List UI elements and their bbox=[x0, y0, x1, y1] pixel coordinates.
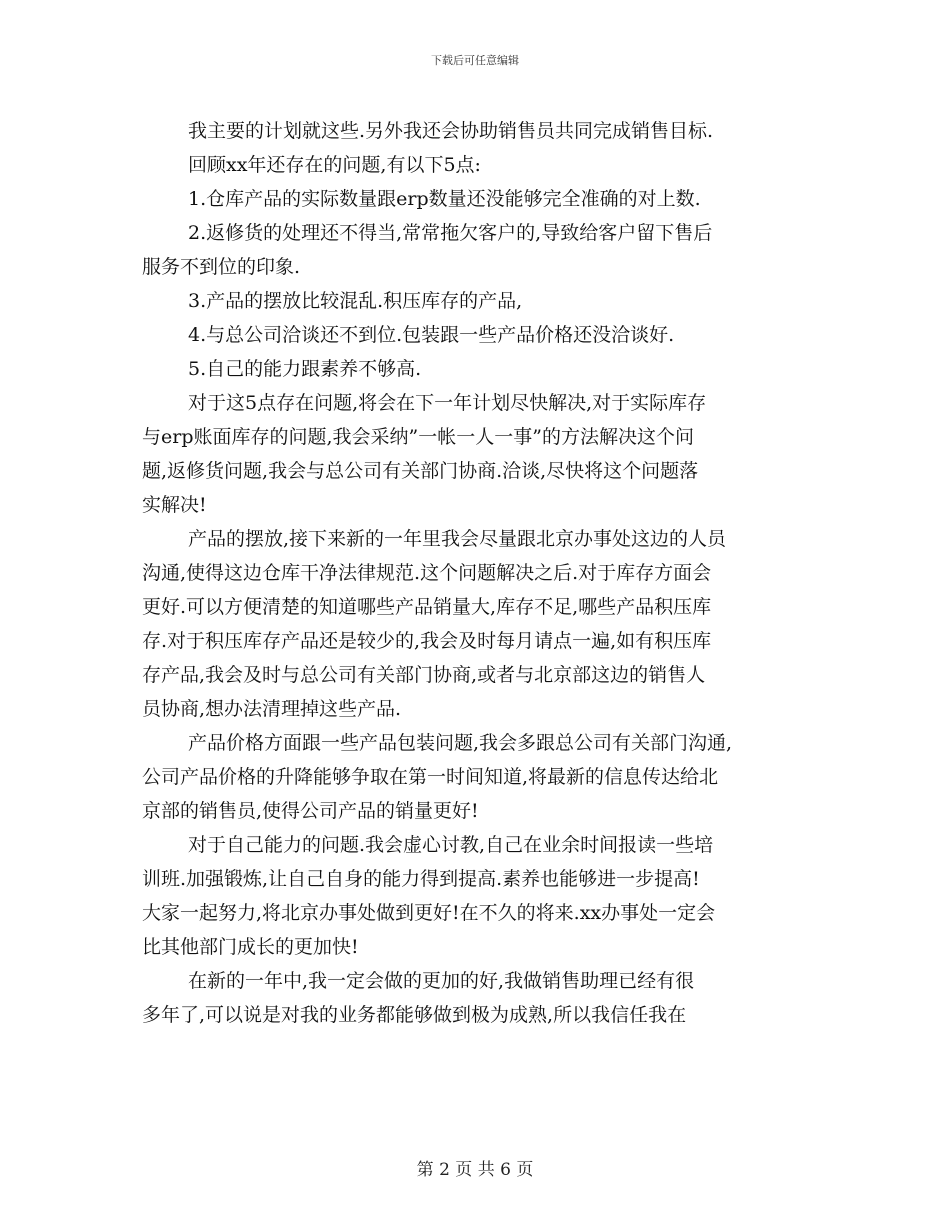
text-line: 存产品,我会及时与总公司有关部门协商,或者与北京部这边的销售人 bbox=[142, 664, 706, 686]
text-line: 对于自己能力的问题.我会虚心讨教,自己在业余时间报读一些培 bbox=[188, 834, 714, 856]
text-line: 题,返修货问题,我会与总公司有关部门协商.洽谈,尽快将这个问题落 bbox=[142, 460, 699, 482]
text-line: 1.仓库产品的实际数量跟erp数量还没能够完全准确的对上数. bbox=[188, 188, 701, 210]
text-line: 比其他部门成长的更加快! bbox=[142, 936, 359, 958]
text-line: 多年了,可以说是对我的业务都能够做到极为成熟,所以我信任我在 bbox=[142, 1004, 687, 1026]
text-line: 2.返修货的处理还不得当,常常拖欠客户的,导致给客户留下售后 bbox=[188, 222, 713, 244]
text-line: 更好.可以方便清楚的知道哪些产品销量大,库存不足,哪些产品积压库 bbox=[142, 596, 712, 618]
text-line: 员协商,想办法清理掉这些产品. bbox=[142, 698, 402, 720]
text-line: 回顾xx年还存在的问题,有以下5点: bbox=[188, 154, 481, 176]
text-line: 训班.加强锻炼,让自己自身的能力得到提高.素养也能够进一步提高! bbox=[142, 868, 700, 890]
text-line: 与erp账面库存的问题,我会采纳”一帐一人一事”的方法解决这个问 bbox=[142, 426, 694, 448]
page-header: 下载后可任意编辑 bbox=[431, 54, 519, 67]
text-line: 公司产品价格的升降能够争取在第一时间知道,将最新的信息传达给北 bbox=[142, 766, 719, 788]
text-line: 产品的摆放,接下来新的一年里我会尽量跟北京办事处这边的人员 bbox=[188, 528, 727, 550]
text-line: 京部的销售员,使得公司产品的销量更好! bbox=[142, 800, 479, 822]
text-line: 3.产品的摆放比较混乱.积压库存的产品, bbox=[188, 290, 523, 312]
text-line: 在新的一年中,我一定会做的更加的好,我做销售助理已经有很 bbox=[188, 970, 695, 992]
text-line: 大家一起努力,将北京办事处做到更好!在不久的将来.xx办事处一定会 bbox=[142, 902, 716, 924]
page-footer: 第 2 页 共 6 页 bbox=[416, 1160, 534, 1180]
text-line: 存.对于积压库存产品还是较少的,我会及时每月请点一遍,如有积压库 bbox=[142, 630, 712, 652]
document-body bbox=[142, 114, 812, 1032]
text-line: 4.与总公司洽谈还不到位.包装跟一些产品价格还没洽谈好. bbox=[188, 324, 675, 346]
text-line: 产品价格方面跟一些产品包装问题,我会多跟总公司有关部门沟通, bbox=[188, 732, 733, 754]
text-line: 服务不到位的印象. bbox=[142, 256, 301, 278]
text-line: 沟通,使得这边仓库干净法律规范.这个问题解决之后.对于库存方面会 bbox=[142, 562, 712, 584]
text-line: 实解决! bbox=[142, 494, 207, 516]
text-line: 对于这5点存在问题,将会在下一年计划尽快解决,对于实际库存 bbox=[188, 392, 707, 414]
text-line: 5.自己的能力跟素养不够高. bbox=[188, 358, 422, 380]
text-line: 我主要的计划就这些.另外我还会协助销售员共同完成销售目标. bbox=[188, 120, 714, 142]
